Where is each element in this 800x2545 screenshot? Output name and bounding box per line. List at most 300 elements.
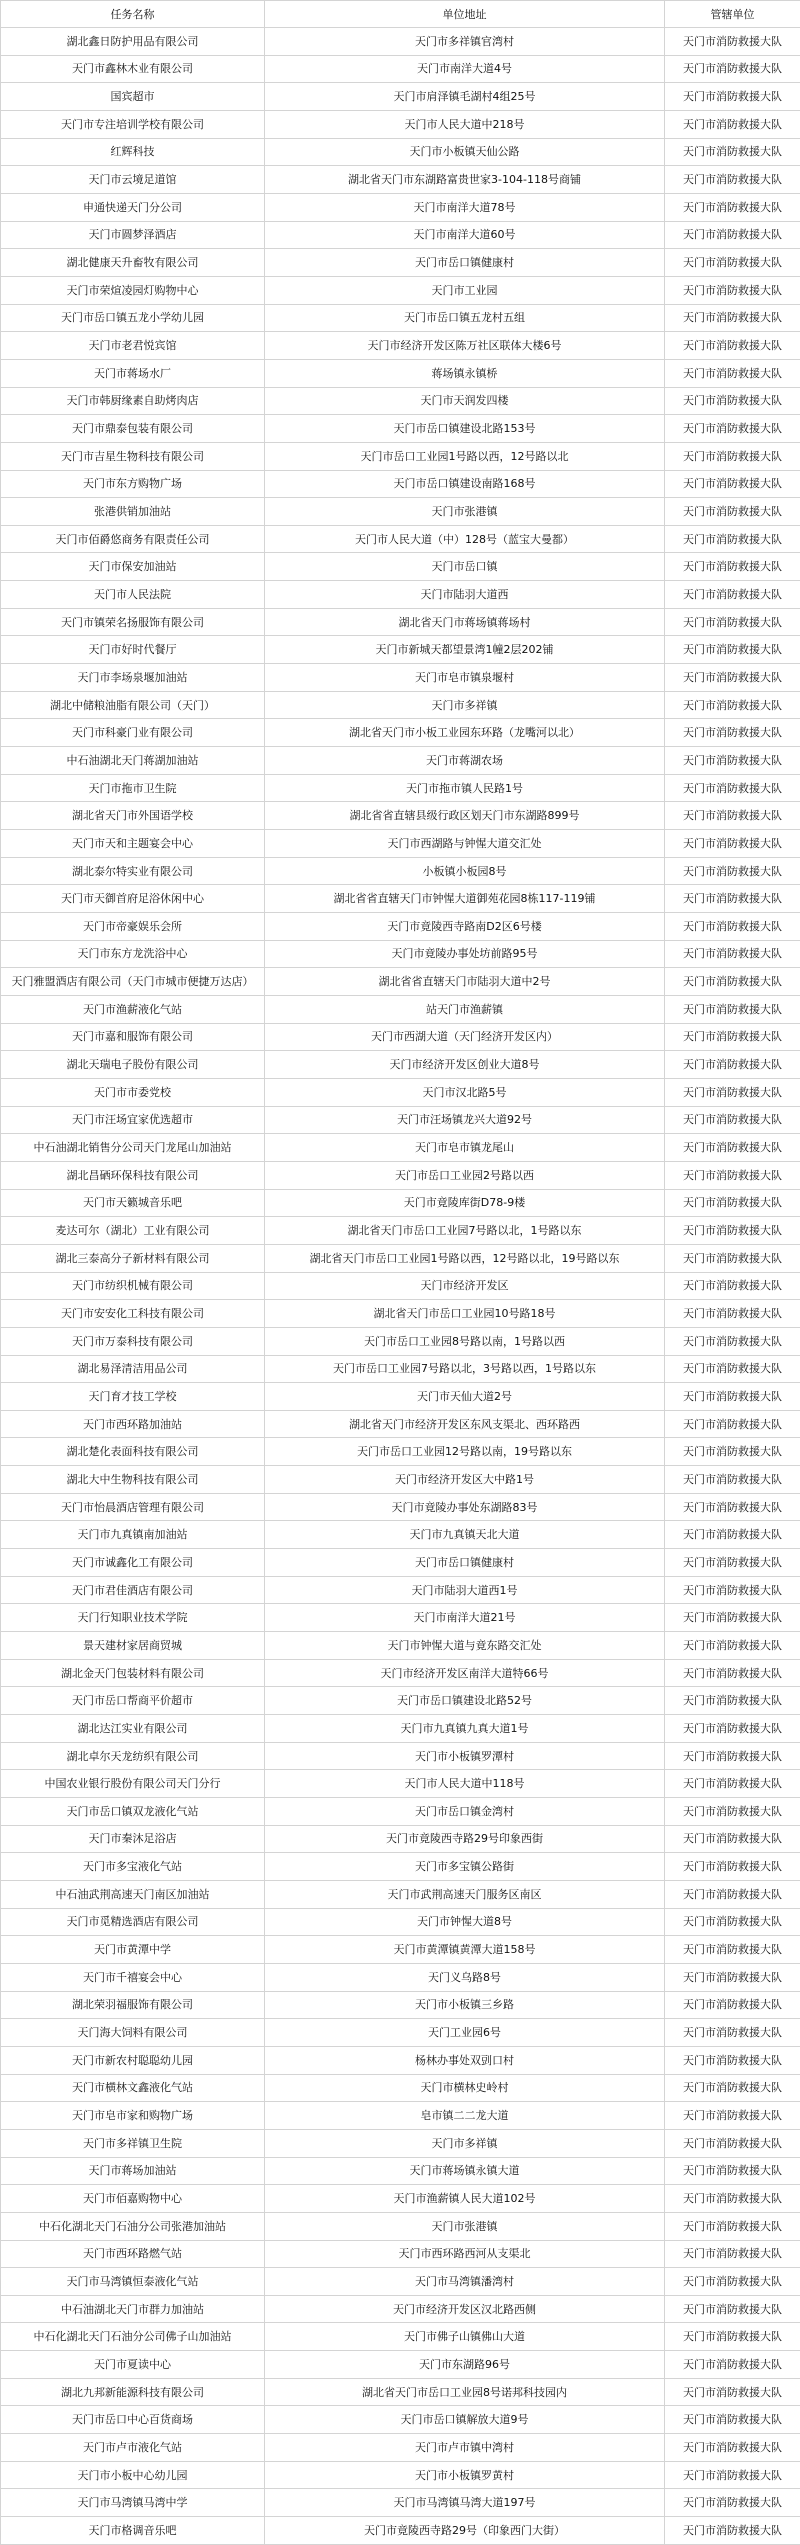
cell-task-name[interactable]: 天门市马湾镇恒泰液化气站: [1, 2268, 265, 2296]
cell-address[interactable]: 天门市岳口镇五龙村五组: [265, 304, 665, 332]
cell-jurisdiction[interactable]: 天门市消防救援大队: [665, 28, 800, 56]
cell-jurisdiction[interactable]: 天门市消防救援大队: [665, 1825, 800, 1853]
cell-jurisdiction[interactable]: 天门市消防救援大队: [665, 581, 800, 609]
cell-jurisdiction[interactable]: 天门市消防救援大队: [665, 2212, 800, 2240]
table-row[interactable]: [1, 553, 800, 581]
cell-task-name[interactable]: 湖北昌硒环保科技有限公司: [1, 1161, 265, 1189]
cell-address[interactable]: 天门市武荆高速天门服务区南区: [265, 1880, 665, 1908]
table-row[interactable]: [1, 110, 800, 138]
cell-address[interactable]: 天门市东湖路96号: [265, 2351, 665, 2379]
cell-jurisdiction[interactable]: 天门市消防救援大队: [665, 1051, 800, 1079]
cell-jurisdiction[interactable]: 天门市消防救援大队: [665, 774, 800, 802]
cell-address[interactable]: 天门市岳口镇健康村: [265, 249, 665, 277]
table-row[interactable]: [1, 2212, 800, 2240]
cell-jurisdiction[interactable]: 天门市消防救援大队: [665, 885, 800, 913]
cell-task-name[interactable]: 中石油湖北天门市群力加油站: [1, 2295, 265, 2323]
cell-address[interactable]: 天门市南洋大道60号: [265, 221, 665, 249]
table-row[interactable]: [1, 664, 800, 692]
cell-address[interactable]: 天门市岳口镇健康村: [265, 1549, 665, 1577]
cell-address[interactable]: 天门市竟陵西寺路29号（印象西门大街）: [265, 2517, 665, 2545]
table-row[interactable]: [1, 1963, 800, 1991]
cell-address[interactable]: 天门市经济开发区南洋大道特66号: [265, 1659, 665, 1687]
cell-task-name[interactable]: 天门市安安化工科技有限公司: [1, 1300, 265, 1328]
cell-address[interactable]: 湖北省省直辖天门市钟惺大道御苑花园8栋117-119铺: [265, 885, 665, 913]
cell-jurisdiction[interactable]: 天门市消防救援大队: [665, 2129, 800, 2157]
table-row[interactable]: [1, 28, 800, 56]
cell-task-name[interactable]: 天门市西环路燃气站: [1, 2240, 265, 2268]
cell-jurisdiction[interactable]: 天门市消防救援大队: [665, 2434, 800, 2462]
cell-task-name[interactable]: 湖北天瑞电子股份有限公司: [1, 1051, 265, 1079]
cell-task-name[interactable]: 天门雅盟酒店有限公司（天门市城市便捷万达店）: [1, 968, 265, 996]
cell-task-name[interactable]: 天门市君佳酒店有限公司: [1, 1576, 265, 1604]
cell-jurisdiction[interactable]: 天门市消防救援大队: [665, 2517, 800, 2545]
table-row[interactable]: [1, 2046, 800, 2074]
table-row[interactable]: [1, 719, 800, 747]
table-row[interactable]: [1, 415, 800, 443]
table-row[interactable]: [1, 221, 800, 249]
cell-task-name[interactable]: 天门市万泰科技有限公司: [1, 1327, 265, 1355]
cell-address[interactable]: 天门市九真镇天北大道: [265, 1521, 665, 1549]
cell-task-name[interactable]: 天门市东方龙洗浴中心: [1, 940, 265, 968]
cell-task-name[interactable]: 天门育才技工学校: [1, 1383, 265, 1411]
cell-jurisdiction[interactable]: 天门市消防救援大队: [665, 525, 800, 553]
cell-jurisdiction[interactable]: 天门市消防救援大队: [665, 1687, 800, 1715]
cell-task-name[interactable]: 天门市天和主题宴会中心: [1, 830, 265, 858]
cell-jurisdiction[interactable]: 天门市消防救援大队: [665, 1493, 800, 1521]
cell-address[interactable]: 天门市张港镇: [265, 498, 665, 526]
cell-jurisdiction[interactable]: 天门市消防救援大队: [665, 940, 800, 968]
cell-task-name[interactable]: 天门市怡晨酒店管理有限公司: [1, 1493, 265, 1521]
cell-task-name[interactable]: 天门市新农村聪聪幼儿园: [1, 2046, 265, 2074]
cell-task-name[interactable]: 天门市佰嘉购物中心: [1, 2185, 265, 2213]
cell-task-name[interactable]: 天门市鑫林木业有限公司: [1, 55, 265, 83]
cell-task-name[interactable]: 红辉科技: [1, 138, 265, 166]
cell-task-name[interactable]: 中国农业银行股份有限公司天门分行: [1, 1770, 265, 1798]
cell-jurisdiction[interactable]: 天门市消防救援大队: [665, 1604, 800, 1632]
table-row[interactable]: [1, 2351, 800, 2379]
cell-address[interactable]: 皂市镇二二龙大道: [265, 2102, 665, 2130]
cell-jurisdiction[interactable]: 天门市消防救援大队: [665, 1355, 800, 1383]
cell-task-name[interactable]: 天门市圆梦泽酒店: [1, 221, 265, 249]
cell-task-name[interactable]: 天门市天御首府足浴休闲中心: [1, 885, 265, 913]
cell-task-name[interactable]: 天门市夏读中心: [1, 2351, 265, 2379]
cell-address[interactable]: 天门市拖市镇人民路1号: [265, 774, 665, 802]
cell-jurisdiction[interactable]: 天门市消防救援大队: [665, 719, 800, 747]
table-row[interactable]: [1, 2489, 800, 2517]
table-row[interactable]: [1, 747, 800, 775]
cell-task-name[interactable]: 天门市专注培训学校有限公司: [1, 110, 265, 138]
cell-jurisdiction[interactable]: 天门市消防救援大队: [665, 1798, 800, 1826]
cell-task-name[interactable]: 天门市佰爵悠商务有限责任公司: [1, 525, 265, 553]
table-row[interactable]: [1, 2434, 800, 2462]
table-row[interactable]: [1, 166, 800, 194]
cell-jurisdiction[interactable]: 天门市消防救援大队: [665, 857, 800, 885]
cell-task-name[interactable]: 天门市老君悦宾馆: [1, 332, 265, 360]
cell-jurisdiction[interactable]: 天门市消防救援大队: [665, 1659, 800, 1687]
cell-jurisdiction[interactable]: 天门市消防救援大队: [665, 913, 800, 941]
cell-address[interactable]: 天门市马湾镇马湾大道197号: [265, 2489, 665, 2517]
cell-jurisdiction[interactable]: 天门市消防救援大队: [665, 553, 800, 581]
table-row[interactable]: [1, 1521, 800, 1549]
column-header-jurisdiction[interactable]: 管辖单位: [665, 1, 800, 28]
table-row[interactable]: [1, 1632, 800, 1660]
cell-address[interactable]: 天门市经济开发区陈万社区联体大楼6号: [265, 332, 665, 360]
cell-jurisdiction[interactable]: 天门市消防救援大队: [665, 2461, 800, 2489]
cell-address[interactable]: 天门市岳口镇: [265, 553, 665, 581]
table-row[interactable]: [1, 1410, 800, 1438]
cell-jurisdiction[interactable]: 天门市消防救援大队: [665, 83, 800, 111]
cell-task-name[interactable]: 天门市天籁城音乐吧: [1, 1189, 265, 1217]
cell-task-name[interactable]: 天门市多祥镇卫生院: [1, 2129, 265, 2157]
cell-jurisdiction[interactable]: 天门市消防救援大队: [665, 138, 800, 166]
cell-task-name[interactable]: 湖北省天门市外国语学校: [1, 802, 265, 830]
cell-address[interactable]: 天门市多祥镇官湾村: [265, 28, 665, 56]
cell-address[interactable]: 天门市南洋大道21号: [265, 1604, 665, 1632]
cell-task-name[interactable]: 景天建材家居商贸城: [1, 1632, 265, 1660]
cell-jurisdiction[interactable]: 天门市消防救援大队: [665, 249, 800, 277]
cell-jurisdiction[interactable]: 天门市消防救援大队: [665, 1272, 800, 1300]
table-row[interactable]: [1, 995, 800, 1023]
cell-address[interactable]: 天门市经济开发区大中路1号: [265, 1466, 665, 1494]
cell-task-name[interactable]: 天门市多宝液化气站: [1, 1853, 265, 1881]
table-row[interactable]: [1, 2019, 800, 2047]
cell-address[interactable]: 湖北省天门市蒋场镇蒋场村: [265, 608, 665, 636]
cell-address[interactable]: 天门市人民大道中118号: [265, 1770, 665, 1798]
cell-address[interactable]: 天门市小板镇罗潭村: [265, 1742, 665, 1770]
cell-address[interactable]: 天门市佛子山镇佛山大道: [265, 2323, 665, 2351]
cell-jurisdiction[interactable]: 天门市消防救援大队: [665, 1217, 800, 1245]
cell-jurisdiction[interactable]: 天门市消防救援大队: [665, 1189, 800, 1217]
cell-task-name[interactable]: 申通快递天门分公司: [1, 193, 265, 221]
cell-task-name[interactable]: 天门市马湾镇马湾中学: [1, 2489, 265, 2517]
cell-address[interactable]: 天门市陆羽大道西1号: [265, 1576, 665, 1604]
cell-task-name[interactable]: 天门市人民法院: [1, 581, 265, 609]
cell-task-name[interactable]: 天门市千禧宴会中心: [1, 1963, 265, 1991]
cell-task-name[interactable]: 天门市纺织机械有限公司: [1, 1272, 265, 1300]
cell-address[interactable]: 天门市岳口工业园7号路以北，3号路以西，1号路以东: [265, 1355, 665, 1383]
cell-jurisdiction[interactable]: 天门市消防救援大队: [665, 2378, 800, 2406]
cell-task-name[interactable]: 天门市韩厨缘素自助烤肉店: [1, 387, 265, 415]
cell-address[interactable]: 站天门市渔薪镇: [265, 995, 665, 1023]
table-row[interactable]: [1, 1798, 800, 1826]
table-row[interactable]: [1, 2295, 800, 2323]
cell-address[interactable]: 天门市岳口镇金湾村: [265, 1798, 665, 1826]
cell-address[interactable]: 天门市皂市镇龙尾山: [265, 1134, 665, 1162]
cell-jurisdiction[interactable]: 天门市消防救援大队: [665, 1908, 800, 1936]
table-row[interactable]: [1, 525, 800, 553]
cell-jurisdiction[interactable]: 天门市消防救援大队: [665, 995, 800, 1023]
cell-address[interactable]: 天门市人民大道（中）128号（蓝宝大曼都）: [265, 525, 665, 553]
table-row[interactable]: [1, 1549, 800, 1577]
cell-address[interactable]: 天门市经济开发区创业大道8号: [265, 1051, 665, 1079]
cell-jurisdiction[interactable]: 天门市消防救援大队: [665, 2102, 800, 2130]
table-row[interactable]: [1, 1770, 800, 1798]
cell-task-name[interactable]: 湖北中储粮油脂有限公司（天门）: [1, 691, 265, 719]
table-row[interactable]: [1, 608, 800, 636]
cell-jurisdiction[interactable]: 天门市消防救援大队: [665, 1300, 800, 1328]
cell-jurisdiction[interactable]: 天门市消防救援大队: [665, 2240, 800, 2268]
cell-address[interactable]: 天门市西环路西河从支渠北: [265, 2240, 665, 2268]
table-row[interactable]: [1, 2185, 800, 2213]
table-row[interactable]: [1, 1742, 800, 1770]
cell-address[interactable]: 湖北省省直辖天门市陆羽大道中2号: [265, 968, 665, 996]
table-row[interactable]: [1, 1106, 800, 1134]
cell-jurisdiction[interactable]: 天门市消防救援大队: [665, 830, 800, 858]
cell-task-name[interactable]: 湖北大中生物科技有限公司: [1, 1466, 265, 1494]
cell-task-name[interactable]: 湖北鑫日防护用品有限公司: [1, 28, 265, 56]
table-row[interactable]: [1, 2378, 800, 2406]
cell-jurisdiction[interactable]: 天门市消防救援大队: [665, 2074, 800, 2102]
cell-jurisdiction[interactable]: 天门市消防救援大队: [665, 1632, 800, 1660]
table-row[interactable]: [1, 1825, 800, 1853]
cell-task-name[interactable]: 天门市格调音乐吧: [1, 2517, 265, 2545]
cell-address[interactable]: 蒋场镇永镇桥: [265, 359, 665, 387]
cell-address[interactable]: 天门市岳口镇解放大道9号: [265, 2406, 665, 2434]
cell-address[interactable]: 天门市多祥镇: [265, 2129, 665, 2157]
cell-jurisdiction[interactable]: 天门市消防救援大队: [665, 968, 800, 996]
cell-task-name[interactable]: 湖北荣羽福服饰有限公司: [1, 1991, 265, 2019]
table-row[interactable]: [1, 1576, 800, 1604]
cell-address[interactable]: 天门市岳口镇建设北路153号: [265, 415, 665, 443]
cell-jurisdiction[interactable]: 天门市消防救援大队: [665, 470, 800, 498]
cell-address[interactable]: 湖北省天门市小板工业园东环路（龙嘴河以北）: [265, 719, 665, 747]
cell-task-name[interactable]: 天门市李场泉堰加油站: [1, 664, 265, 692]
cell-address[interactable]: 天门市岳口工业园12号路以南，19号路以东: [265, 1438, 665, 1466]
cell-address[interactable]: 天门市蒋场镇永镇大道: [265, 2157, 665, 2185]
table-row[interactable]: [1, 802, 800, 830]
cell-jurisdiction[interactable]: 天门市消防救援大队: [665, 1963, 800, 1991]
cell-task-name[interactable]: 天门市帝豪娱乐会所: [1, 913, 265, 941]
cell-task-name[interactable]: 天门市汪场宜家优选超市: [1, 1106, 265, 1134]
table-row[interactable]: [1, 1383, 800, 1411]
cell-address[interactable]: 天门市西湖大道（天门经济开发区内）: [265, 1023, 665, 1051]
table-row[interactable]: [1, 1244, 800, 1272]
table-row[interactable]: [1, 1604, 800, 1632]
cell-task-name[interactable]: 天门市西环路加油站: [1, 1410, 265, 1438]
table-row[interactable]: [1, 2406, 800, 2434]
cell-task-name[interactable]: 湖北泰尔特实业有限公司: [1, 857, 265, 885]
table-row[interactable]: [1, 2102, 800, 2130]
cell-task-name[interactable]: 天门市岳口中心百货商场: [1, 2406, 265, 2434]
table-row[interactable]: [1, 442, 800, 470]
cell-task-name[interactable]: 天门市好时代餐厅: [1, 636, 265, 664]
table-row[interactable]: [1, 1051, 800, 1079]
table-row[interactable]: [1, 1300, 800, 1328]
cell-task-name[interactable]: 湖北易泽清洁用品公司: [1, 1355, 265, 1383]
table-row[interactable]: [1, 2268, 800, 2296]
cell-task-name[interactable]: 天门市皂市家和购物广场: [1, 2102, 265, 2130]
cell-address[interactable]: 天门市岳口工业园1号路以西，12号路以北: [265, 442, 665, 470]
cell-address[interactable]: 天门市南洋大道78号: [265, 193, 665, 221]
cell-address[interactable]: 湖北省天门市岳口工业园8号诺邦科技园内: [265, 2378, 665, 2406]
table-row[interactable]: [1, 1659, 800, 1687]
cell-address[interactable]: 天门市岳口镇建设南路168号: [265, 470, 665, 498]
table-row[interactable]: [1, 193, 800, 221]
table-row[interactable]: [1, 1023, 800, 1051]
table-row[interactable]: [1, 1466, 800, 1494]
cell-address[interactable]: 天门市天润发四楼: [265, 387, 665, 415]
table-row[interactable]: [1, 1272, 800, 1300]
cell-jurisdiction[interactable]: 天门市消防救援大队: [665, 1466, 800, 1494]
cell-address[interactable]: 天门市竟陵办事处坊前路95号: [265, 940, 665, 968]
table-row[interactable]: [1, 359, 800, 387]
cell-jurisdiction[interactable]: 天门市消防救援大队: [665, 1438, 800, 1466]
table-row[interactable]: [1, 55, 800, 83]
cell-address[interactable]: 天门市横林史岭村: [265, 2074, 665, 2102]
cell-address[interactable]: 天门市竟陵库街D78-9楼: [265, 1189, 665, 1217]
table-row[interactable]: [1, 1161, 800, 1189]
table-row[interactable]: [1, 2129, 800, 2157]
cell-jurisdiction[interactable]: 天门市消防救援大队: [665, 304, 800, 332]
cell-jurisdiction[interactable]: 天门市消防救援大队: [665, 1410, 800, 1438]
cell-task-name[interactable]: 天门市荣煊凌园灯购物中心: [1, 276, 265, 304]
cell-jurisdiction[interactable]: 天门市消防救援大队: [665, 664, 800, 692]
table-row[interactable]: [1, 1327, 800, 1355]
cell-address[interactable]: 天门市肩泽镇毛湖村4组25号: [265, 83, 665, 111]
table-row[interactable]: [1, 470, 800, 498]
cell-jurisdiction[interactable]: 天门市消防救援大队: [665, 1936, 800, 1964]
cell-jurisdiction[interactable]: 天门市消防救援大队: [665, 1521, 800, 1549]
cell-task-name[interactable]: 天门市蒋场水厂: [1, 359, 265, 387]
cell-jurisdiction[interactable]: 天门市消防救援大队: [665, 1880, 800, 1908]
table-row[interactable]: [1, 332, 800, 360]
cell-task-name[interactable]: 天门市镇荣名扬服饰有限公司: [1, 608, 265, 636]
cell-task-name[interactable]: 湖北健康天升畜牧有限公司: [1, 249, 265, 277]
table-row[interactable]: [1, 498, 800, 526]
cell-jurisdiction[interactable]: 天门市消防救援大队: [665, 608, 800, 636]
table-row[interactable]: [1, 2323, 800, 2351]
cell-task-name[interactable]: 天门市东方购物广场: [1, 470, 265, 498]
table-row[interactable]: [1, 1493, 800, 1521]
cell-jurisdiction[interactable]: 天门市消防救援大队: [665, 2268, 800, 2296]
table-row[interactable]: [1, 1908, 800, 1936]
cell-task-name[interactable]: 天门市黄潭中学: [1, 1936, 265, 1964]
table-row[interactable]: [1, 691, 800, 719]
cell-task-name[interactable]: 天门市觅精选酒店有限公司: [1, 1908, 265, 1936]
cell-task-name[interactable]: 国宾超市: [1, 83, 265, 111]
cell-address[interactable]: 天门市汪场镇龙兴大道92号: [265, 1106, 665, 1134]
table-row[interactable]: [1, 2240, 800, 2268]
cell-jurisdiction[interactable]: 天门市消防救援大队: [665, 55, 800, 83]
table-row[interactable]: [1, 913, 800, 941]
table-row[interactable]: [1, 1936, 800, 1964]
cell-task-name[interactable]: 中石油武荆高速天门南区加油站: [1, 1880, 265, 1908]
cell-task-name[interactable]: 中石油湖北天门蒋湖加油站: [1, 747, 265, 775]
cell-address[interactable]: 天门市竟陵办事处东湖路83号: [265, 1493, 665, 1521]
cell-jurisdiction[interactable]: 天门市消防救援大队: [665, 442, 800, 470]
cell-address[interactable]: 杨林办事处双剅口村: [265, 2046, 665, 2074]
cell-jurisdiction[interactable]: 天门市消防救援大队: [665, 387, 800, 415]
table-row[interactable]: [1, 774, 800, 802]
cell-task-name[interactable]: 湖北九邦新能源科技有限公司: [1, 2378, 265, 2406]
column-header-task-name[interactable]: 任务名称: [1, 1, 265, 28]
table-row[interactable]: [1, 1853, 800, 1881]
cell-address[interactable]: 天门市岳口工业园8号路以南，1号路以西: [265, 1327, 665, 1355]
table-row[interactable]: [1, 968, 800, 996]
cell-jurisdiction[interactable]: 天门市消防救援大队: [665, 276, 800, 304]
cell-jurisdiction[interactable]: 天门市消防救援大队: [665, 1576, 800, 1604]
table-row[interactable]: [1, 1078, 800, 1106]
cell-jurisdiction[interactable]: 天门市消防救援大队: [665, 1383, 800, 1411]
cell-address[interactable]: 天门市汉北路5号: [265, 1078, 665, 1106]
cell-address[interactable]: 天门市经济开发区: [265, 1272, 665, 1300]
table-row[interactable]: [1, 1189, 800, 1217]
cell-task-name[interactable]: 中石化湖北天门石油分公司佛子山加油站: [1, 2323, 265, 2351]
cell-address[interactable]: 小板镇小板园8号: [265, 857, 665, 885]
cell-address[interactable]: 天门市钟惺大道与竟东路交汇处: [265, 1632, 665, 1660]
cell-address[interactable]: 湖北省天门市岳口工业园1号路以西，12号路以北，19号路以东: [265, 1244, 665, 1272]
cell-address[interactable]: 天门市竟陵西寺路29号印象西街: [265, 1825, 665, 1853]
cell-jurisdiction[interactable]: 天门市消防救援大队: [665, 193, 800, 221]
cell-task-name[interactable]: 天门市市委党校: [1, 1078, 265, 1106]
cell-address[interactable]: 天门市竟陵西寺路南D2区6号楼: [265, 913, 665, 941]
cell-task-name[interactable]: 天门市岳口帮商平价超市: [1, 1687, 265, 1715]
table-row[interactable]: [1, 1134, 800, 1162]
cell-task-name[interactable]: 麦达可尔（湖北）工业有限公司: [1, 1217, 265, 1245]
cell-jurisdiction[interactable]: 天门市消防救援大队: [665, 1853, 800, 1881]
cell-task-name[interactable]: 天门市吉星生物科技有限公司: [1, 442, 265, 470]
cell-jurisdiction[interactable]: 天门市消防救援大队: [665, 2489, 800, 2517]
cell-address[interactable]: 天门市西湖路与钟惺大道交汇处: [265, 830, 665, 858]
cell-address[interactable]: 天门市九真镇九真大道1号: [265, 1715, 665, 1743]
cell-task-name[interactable]: 湖北金天门包装材料有限公司: [1, 1659, 265, 1687]
table-row[interactable]: [1, 1715, 800, 1743]
cell-address[interactable]: 天门市陆羽大道西: [265, 581, 665, 609]
cell-address[interactable]: 天门市南洋大道4号: [265, 55, 665, 83]
table-row[interactable]: [1, 1991, 800, 2019]
cell-task-name[interactable]: 天门市嘉和服饰有限公司: [1, 1023, 265, 1051]
cell-address[interactable]: 天门市多祥镇: [265, 691, 665, 719]
cell-address[interactable]: 天门市卢市镇中湾村: [265, 2434, 665, 2462]
cell-address[interactable]: 天门市新城天都望景湾1幢2层202铺: [265, 636, 665, 664]
cell-task-name[interactable]: 湖北三泰高分子新材料有限公司: [1, 1244, 265, 1272]
cell-task-name[interactable]: 天门海大饲料有限公司: [1, 2019, 265, 2047]
cell-jurisdiction[interactable]: 天门市消防救援大队: [665, 498, 800, 526]
cell-address[interactable]: 天门市天仙大道2号: [265, 1383, 665, 1411]
cell-address[interactable]: 天门市渔薪镇人民大道102号: [265, 2185, 665, 2213]
cell-jurisdiction[interactable]: 天门市消防救援大队: [665, 1023, 800, 1051]
table-row[interactable]: [1, 249, 800, 277]
cell-task-name[interactable]: 湖北达江实业有限公司: [1, 1715, 265, 1743]
cell-jurisdiction[interactable]: 天门市消防救援大队: [665, 1770, 800, 1798]
cell-jurisdiction[interactable]: 天门市消防救援大队: [665, 1078, 800, 1106]
table-row[interactable]: [1, 2517, 800, 2545]
cell-jurisdiction[interactable]: 天门市消防救援大队: [665, 1715, 800, 1743]
cell-task-name[interactable]: 天门市拖市卫生院: [1, 774, 265, 802]
cell-jurisdiction[interactable]: 天门市消防救援大队: [665, 332, 800, 360]
cell-task-name[interactable]: 天门市九真镇南加油站: [1, 1521, 265, 1549]
table-row[interactable]: [1, 1217, 800, 1245]
cell-task-name[interactable]: 天门市诚鑫化工有限公司: [1, 1549, 265, 1577]
table-row[interactable]: [1, 885, 800, 913]
table-row[interactable]: [1, 1438, 800, 1466]
cell-jurisdiction[interactable]: 天门市消防救援大队: [665, 2323, 800, 2351]
cell-jurisdiction[interactable]: 天门市消防救援大队: [665, 2295, 800, 2323]
cell-task-name[interactable]: 天门市渔薪液化气站: [1, 995, 265, 1023]
cell-address[interactable]: 天门义乌路8号: [265, 1963, 665, 1991]
table-row[interactable]: [1, 304, 800, 332]
table-row[interactable]: [1, 83, 800, 111]
cell-address[interactable]: 天门市蒋湖农场: [265, 747, 665, 775]
cell-jurisdiction[interactable]: 天门市消防救援大队: [665, 2019, 800, 2047]
cell-task-name[interactable]: 天门市岳口镇五龙小学幼儿园: [1, 304, 265, 332]
cell-address[interactable]: 天门市黄潭镇黄潭大道158号: [265, 1936, 665, 1964]
cell-jurisdiction[interactable]: 天门市消防救援大队: [665, 802, 800, 830]
table-row[interactable]: [1, 940, 800, 968]
cell-task-name[interactable]: 天门市云境足道馆: [1, 166, 265, 194]
cell-jurisdiction[interactable]: 天门市消防救援大队: [665, 1991, 800, 2019]
table-row[interactable]: [1, 276, 800, 304]
